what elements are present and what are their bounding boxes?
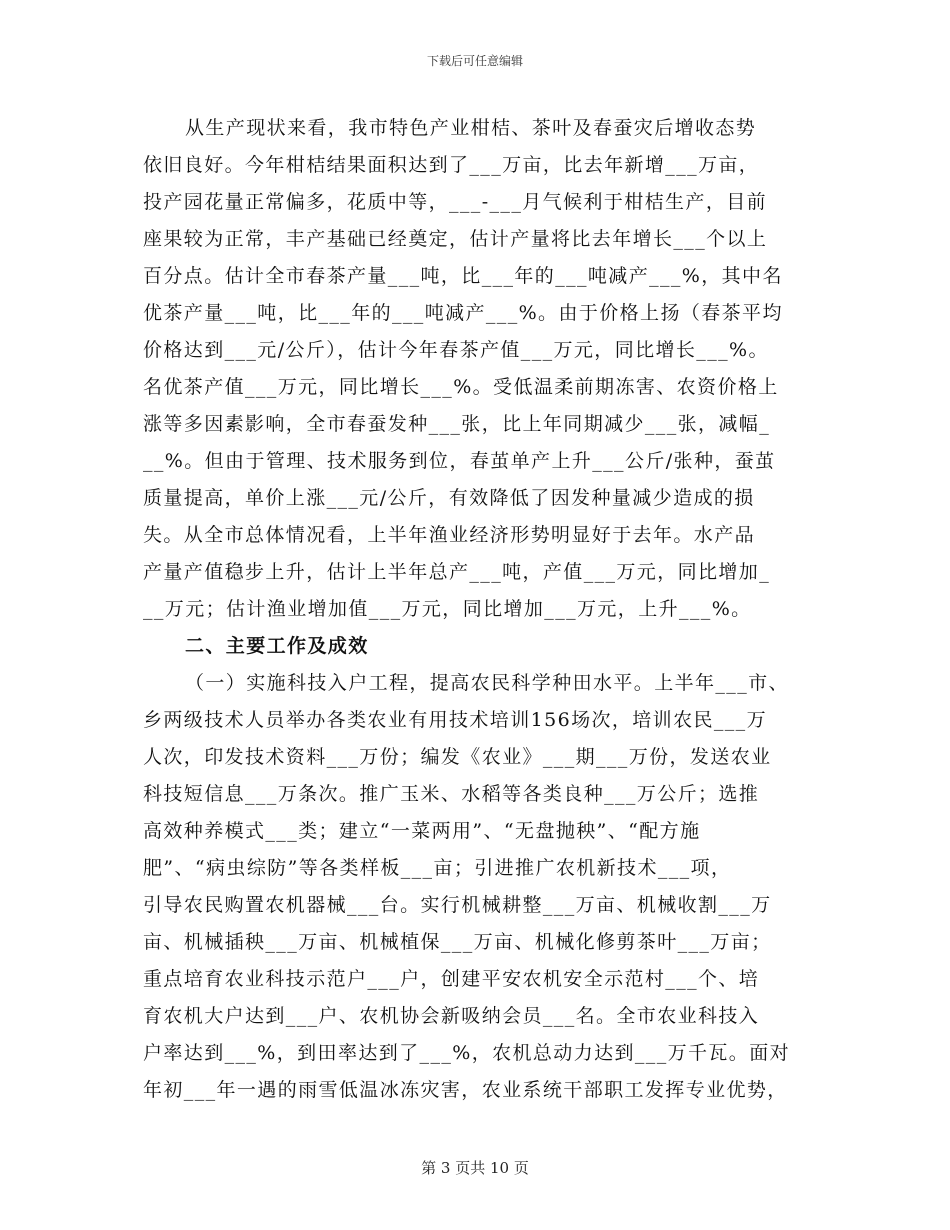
page-header: 下载后可任意编辑: [426, 54, 523, 68]
paragraph-line: 乡两级技术人员举办各类农业有用技术培训156场次，培训农民___万: [143, 709, 767, 731]
paragraph-line: 百分点。估计全市春茶产量___吨，比___年的___吨减产___%，其中名: [143, 265, 783, 287]
paragraph-line: 优茶产量___吨，比___年的___吨减产___%。由于价格上扬（春茶平均: [143, 302, 783, 324]
paragraph-line: 人次，印发技术资料___万份；编发《农业》___期___万份，发送农业: [143, 746, 772, 768]
paragraph-line: 依旧良好。今年柑桔结果面积达到了___万亩，比去年新增___万亩，: [143, 154, 760, 176]
paragraph-line: 重点培育农业科技示范户___户，创建平安农机安全示范村___个、培: [143, 968, 760, 990]
paragraph-line: 肥”、“病虫综防”等各类样板___亩；引进推广农机新技术___项，: [143, 857, 732, 879]
paragraph-line: 投产园花量正常偏多，花质中等，___-___月气候利于柑桔生产，目前: [143, 191, 768, 213]
paragraph-line: 亩、机械插秧___万亩、机械植保___万亩、机械化修剪茶叶___万亩；: [143, 931, 772, 953]
paragraph-line: 年初___年一遇的雨雪低温冰冻灾害，农业系统干部职工发挥专业优势，: [143, 1079, 788, 1101]
paragraph-line: 座果较为正常，丰产基础已经奠定，估计产量将比去年增长___个以上: [143, 228, 768, 250]
paragraph-line: 产量产值稳步上升，估计上半年总产___吨，产值___万元，同比增加_: [143, 561, 771, 583]
paragraph-line: 从生产现状来看，我市特色产业柑桔、茶叶及春蚕灾后增收态势: [185, 117, 757, 139]
paragraph-line: 科技短信息___万条次。推广玉米、水稻等各类良种___万公斤；选推: [143, 783, 760, 805]
paragraph-line: 高效种养模式___类；建立“一菜两用”、“无盘抛秧”、“配方施: [143, 820, 701, 842]
paragraph-line: 育农机大户达到___户、农机协会新吸纳会员___名。全市农业科技入: [143, 1005, 760, 1027]
paragraph-line: __万元；估计渔业增加值___万元，同比增加___万元，上升___%。: [143, 598, 752, 620]
paragraph-line: 质量提高，单价上涨___元/公斤，有效降低了因发种量减少造成的损: [143, 487, 755, 509]
section-heading: 二、主要工作及成效: [185, 635, 369, 657]
paragraph-line: 户率达到___%，到田率达到了___%，农机总动力达到___万千瓦。面对: [143, 1042, 791, 1064]
paragraph-line: 涨等多因素影响，全市春蚕发种___张，比上年同期减少___张，减幅_: [143, 413, 771, 435]
paragraph-line: __%。但由于管理、技术服务到位，春茧单产上升___公斤/张种，蚕茧: [143, 450, 776, 472]
page-number: 第 3 页共 10 页: [421, 1159, 529, 1177]
paragraph-line: 价格达到___元/公斤），估计今年春茶产值___万元，同比增长___%。: [143, 339, 769, 361]
paragraph-line: （一）实施科技入户工程，提高农民科学种田水平。上半年___市、: [185, 672, 789, 694]
document-body: [143, 110, 823, 1109]
paragraph-line: 引导农民购置农机器械___台。实行机械耕整___万亩、机械收割___万: [143, 894, 772, 916]
paragraph-line: 失。从全市总体情况看，上半年渔业经济形势明显好于去年。水产品: [143, 524, 756, 546]
paragraph-line: 名优茶产值___万元，同比增长___%。受低温柔前期冻害、农资价格上: [143, 376, 779, 398]
